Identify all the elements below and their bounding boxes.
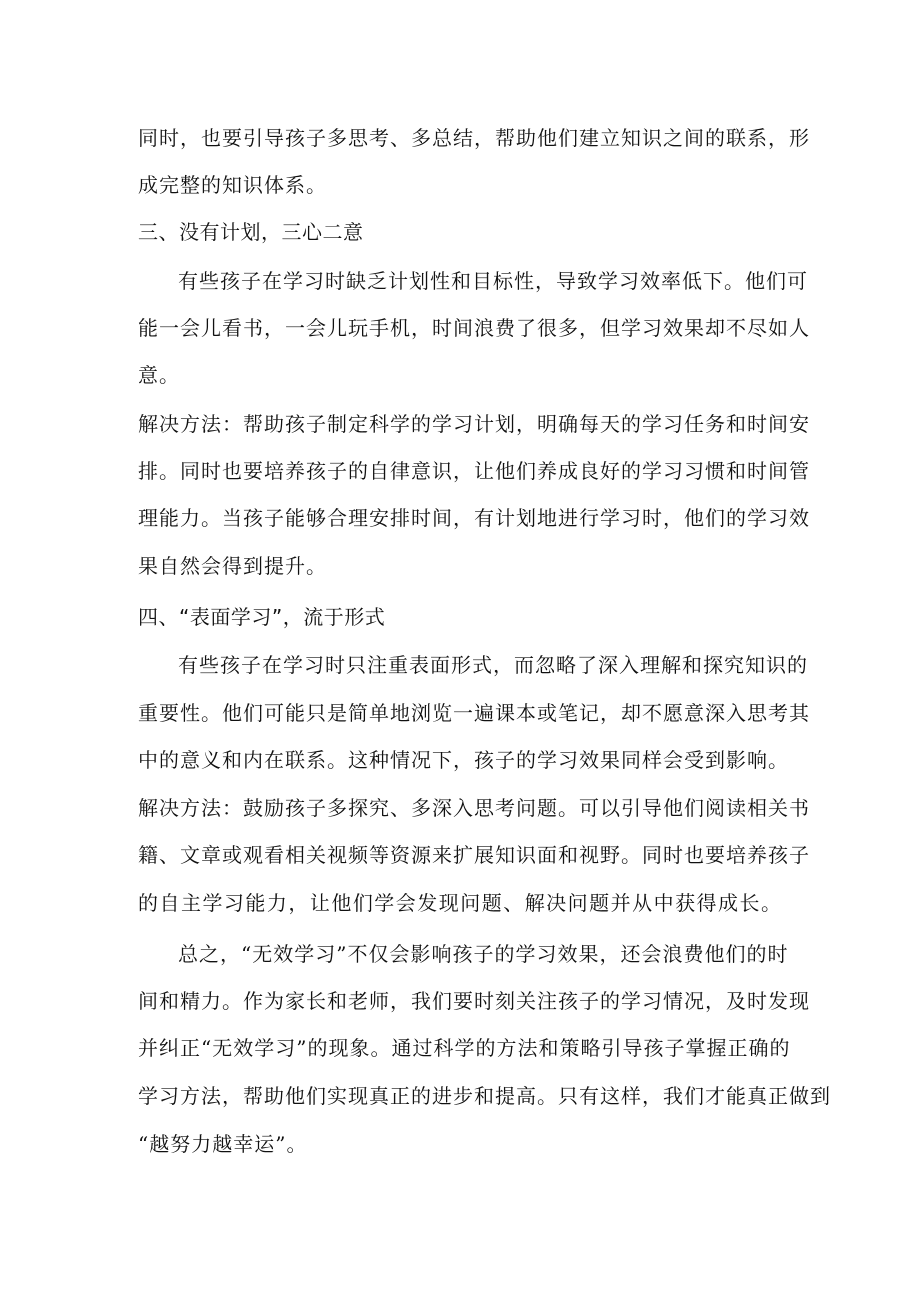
- paragraph-line: 意。: [138, 363, 180, 387]
- solution-line: [138, 410, 810, 438]
- solution-label: 解决方法：: [138, 412, 243, 436]
- paragraph-line: 籍、文章或观看相关视频等资源来扩展知识面和视野。同时也要培养孩子: [138, 843, 810, 867]
- paragraph-line: 有些孩子在学习时只注重表面形式，而忽略了深入理解和探究知识的: [178, 653, 808, 677]
- solution-text: 鼓励孩子多探究、多深入思考问题。可以引导他们阅读相关书: [243, 796, 810, 820]
- paragraph-line: 的自主学习能力，让他们学会发现问题、解决问题并从中获得成长。: [138, 891, 782, 915]
- paragraph-line: 中的意义和内在联系。这种情况下，孩子的学习效果同样会受到影响。: [138, 748, 789, 772]
- paragraph-line: 间和精力。作为家长和老师，我们要时刻关注孩子的学习情况，及时发现: [138, 989, 810, 1013]
- solution-text: 帮助孩子制定科学的学习计划，明确每天的学习任务和时间安: [243, 412, 810, 436]
- section-heading-4: 四、“表面学习”，流于形式: [138, 605, 386, 629]
- paragraph-line: 成完整的知识体系。: [138, 173, 327, 197]
- paragraph-line: 学习方法，帮助他们实现真正的进步和提高。只有这样，我们才能真正做到: [138, 1084, 831, 1108]
- section-heading-3: 三、没有计划，三心二意: [138, 220, 364, 244]
- solution-label: 解决方法：: [138, 796, 243, 820]
- paragraph-line: 果自然会得到提升。: [138, 554, 327, 578]
- paragraph-line: 重要性。他们可能只是简单地浏览一遍课本或笔记，却不愿意深入思考其: [138, 701, 810, 725]
- paragraph-line: “越努力越幸运”。: [138, 1132, 308, 1156]
- paragraph-line: 同时，也要引导孩子多思考、多总结，帮助他们建立知识之间的联系，形: [138, 126, 810, 150]
- paragraph-line: 有些孩子在学习时缺乏计划性和目标性，导致学习效率低下。他们可: [178, 269, 808, 293]
- paragraph-line: 总之，“无效学习”不仅会影响孩子的学习效果，还会浪费他们的时: [178, 942, 789, 966]
- solution-line: [138, 794, 810, 822]
- paragraph-line: 排。同时也要培养孩子的自律意识，让他们养成良好的学习习惯和时间管: [138, 459, 810, 483]
- paragraph-line: 理能力。当孩子能够合理安排时间，有计划地进行学习时，他们的学习效: [138, 506, 810, 530]
- paragraph-line: 并纠正“无效学习”的现象。通过科学的方法和策略引导孩子掌握正确的: [138, 1036, 791, 1060]
- paragraph-line: 能一会儿看书，一会儿玩手机，时间浪费了很多，但学习效果却不尽如人: [138, 316, 810, 340]
